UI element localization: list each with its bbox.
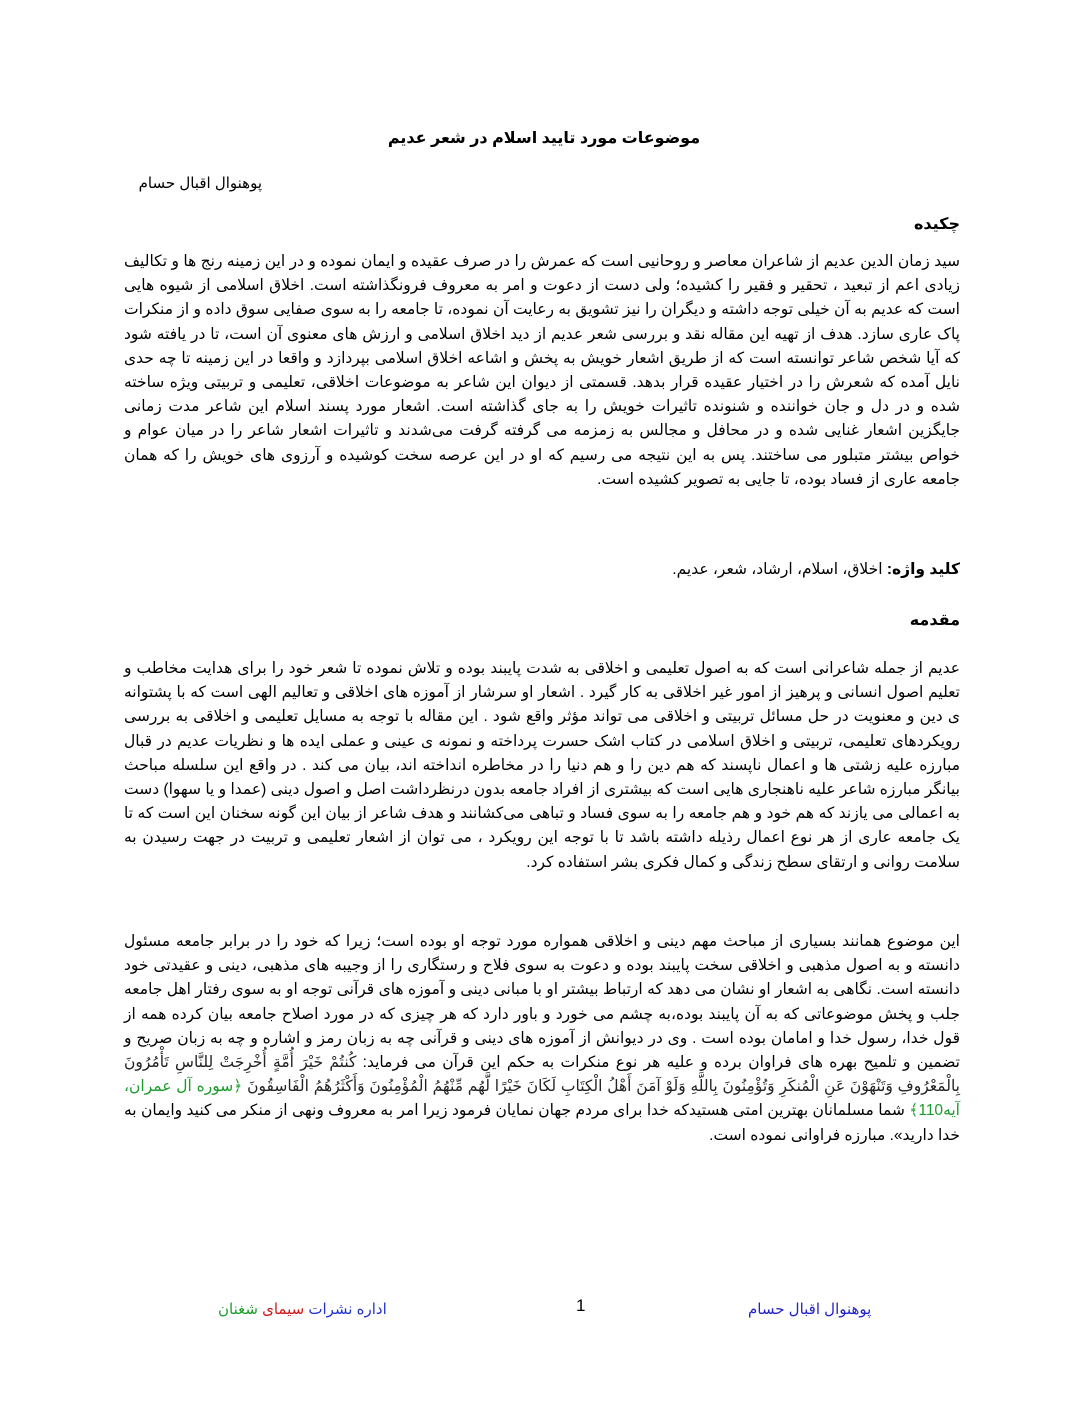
intro-heading: مقدمه <box>909 612 960 629</box>
keywords-label: کلید واژه: <box>886 561 960 578</box>
footer-publisher <box>218 1300 387 1318</box>
quran-reference: ﴿سوره آل عمران، آیه110﴾ <box>124 1078 960 1120</box>
footer-publisher-part1: اداره نشرات <box>308 1301 387 1318</box>
page-footer <box>0 1296 1088 1326</box>
footer-author: پوهنوال اقبال حسام <box>748 1301 872 1318</box>
intro-paragraph-2-ending: شما مسلمانان بهترین امتی هستیدکه خدا برای مردم جهان نمایان فرمود زیرا امر به معروف ونهی از منکر می کنید وایمان به خدا دارید». مبارزه فراوانی نموده است. <box>124 1102 960 1144</box>
footer-publisher-part2: سیمای <box>262 1301 305 1318</box>
abstract-paragraph: سید زمان الدین عدیم از شاعران معاصر و روحانیی است که عمرش را در صرف عقیده و ایمان نموده و در این زمینه رنج ها و تکالیف زیادی اعم از تبعید ، تحقیر و فقیر را کشیده؛ ولی دست از دعوت و امر به معروف فرونگذاشته است. اخلاق اسلامی از شیوه هایی است که عدیم به آن خیلی توجه داشته و دیگران را نیز تشویق به رعایت آن نموده، تا جامعه را به سوی صفایی سوق داده و از منکرات پاک عاری سازد. هدف از تهیه این مقاله نقد و بررسی شعر عدیم از دید اخلاق اسلامی و ارزش های معنوی آن است، تا در یافته شود که آیا شخص شاعر توانسته است که از طریق اشعار خویش به پخش و اشاعه اخلاق اسلامی بپردازد و واقعا در این زمینه تا چه حدی نایل آمده که شعرش را در اختیار عقیده قرار بدهد. قسمتی از دیوان این شاعر به موضوعات اخلاقی، تعلیمی و تربیتی ویژه ساخته شده و در دل و جان خواننده و شنونده تاثیرات خویش را به جای گذاشته است. اشعار مورد پسند اسلام این شاعر مدت زمانی جایگزین اشعار غنایی شده و در محافل و مجالس به زمزمه می گرفته گرفت می‌شدند و تاثیرات اشعار شاعر را در میان عوام و خواص بیشتر متبلور می ساختند. پس به این نتیجه می رسیم که او در این عرصه سخت کوشیده و آرزوی های خویش را که همان جامعه عاری از فساد بوده، تا جایی به تصویر کشیده است. <box>124 253 960 488</box>
author-name: پوهنوال اقبال حسام <box>138 175 262 192</box>
intro-paragraph-2-text: این موضوع همانند بسیاری از مباحث مهم دینی و اخلاقی همواره مورد توجه او بوده است؛ زیرا که خود را در برابر جامعه مسئول دانسته و به اصول مذهبی و اخلاقی سخت پایبند بوده و دعوت به سوی فلاح و رستگاری را از وجیبه های مذهبی، دینی و عقیدتی خود دانسته است. نگاهی به اشعار او نشان می دهد که ارتباط بیشتر او با مبانی دینی و آموزه های قرآنی توجه او به سوی رفتار اهل جامعه جلب و پخش موضوعاتی که به آن پایبند بوده،به چشم می خورد و باور دارد که هر چیزی که در مورد اصلاح جامعه بیان کرده همه از قول خدا، رسول خدا و امامان بوده است . وی در دیوانش از آموزه های دینی و قرآنی چه به زبان رمز و اشاره و چه به زبان صریح و تضمین و تلمیح بهره های فراوان برده و علیه هر نوع منکرات به حکم این قرآن می فرماید: <box>124 933 960 1072</box>
quran-verse: كُنتُمْ خَيْرَ أُمَّةٍ أُخْرِجَتْ لِلنَّاسِ تَأْمُرُونَ بِالْمَعْرُوفِ وَتَنْهَوْنَ عَنِ الْمُنكَرِ وَتُؤْمِنُونَ بِاللَّهِ وَلَوْ آمَنَ أَهْلُ الْكِتَابِ لَكَانَ خَيْرًا لَّهُم مِّنْهُمُ الْمُؤْمِنُونَ وَأَكْثَرُهُمُ الْفَاسِقُونَ <box>124 1054 960 1096</box>
intro-paragraph-2 <box>124 930 960 1148</box>
keywords-value: اخلاق، اسلام، ارشاد، شعر، عدیم. <box>672 561 883 578</box>
keywords-line <box>124 560 960 579</box>
page-number: 1 <box>576 1296 586 1315</box>
intro-paragraph-1: عدیم از جمله شاعرانی است که به اصول تعلیمی و اخلاقی به شدت پایبند بوده و تلاش نموده تا شعر خود را برای هدایت مخاطب و تعلیم اصول انسانی و پرهیز از امور غیر اخلاقی به کار گیرد . اشعار او سرشار از آموزه های اخلاقی و تعالیم الهی است که با پشتوانه ی دین و معنویت در حل مسائل تربیتی و اخلاقی می تواند مؤثر واقع شود . این مقاله با توجه به مسایل تعلیمی و اخلاقی به بررسی رویکردهای تعلیمی، تربیتی و اخلاق اسلامی در کتاب اشک حسرت پرداخته و نمونه ی عینی و عملی ایده ها و نظریات عدیم در قبال مبارزه علیه زشتی ها و اعمال ناپسند که هم دین را و هم دنیا را در مخاطره انداخته اند، بیان می کند . در واقع این سلسله مباحث بیانگر مبارزه شاعر علیه ناهنجاری هایی است که بیشتری از افراد جامعه بدون درنظرداشت اصل و اصول دینی (عمدا و یا سهوا) دست به اعمالی می یازند که هم خود و هم جامعه را به سوی فساد و تباهی می‌کشانند و هدف شاعر از بیان این گونه سخنان این است که تا یک جامعه عاری از هر نوع اعمال رذیله داشته باشد تا با توجه این رویکرد ، می توان از اشعار تعلیمی و تربیت در جهت رسیدن به سلامت روانی و ارتقای سطح زندگی و کمال فکری بشر استفاده کرد. <box>124 660 960 871</box>
abstract-heading: چکیده <box>913 216 960 233</box>
footer-publisher-part3: شغنان <box>218 1301 258 1318</box>
document-title: موضوعات مورد تایید اسلام در شعر عدیم <box>387 130 701 147</box>
